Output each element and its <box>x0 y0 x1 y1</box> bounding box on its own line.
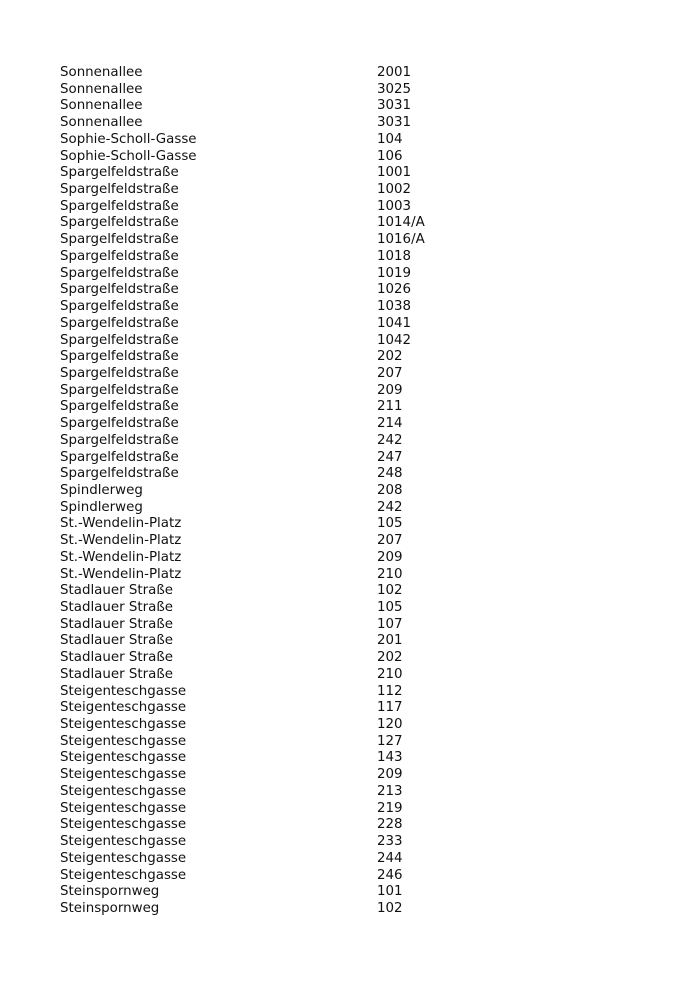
house-number: 3025 <box>377 81 412 97</box>
street-name: Steigenteschgasse <box>60 750 187 766</box>
list-item <box>60 299 560 316</box>
street-name: Stadlauer Straße <box>60 666 174 682</box>
list-item <box>60 533 560 550</box>
street-name: Steigenteschgasse <box>60 767 187 783</box>
list-item <box>60 784 560 801</box>
street-name: Spargelfeldstraße <box>60 265 179 281</box>
list-item <box>60 516 560 533</box>
house-number: 1019 <box>377 265 412 281</box>
street-name: Stadlauer Straße <box>60 650 174 666</box>
house-number: 1042 <box>377 332 412 348</box>
street-name: Steigenteschgasse <box>60 733 187 749</box>
list-item <box>60 567 560 584</box>
street-name: Stadlauer Straße <box>60 633 174 649</box>
house-number: 246 <box>377 867 403 883</box>
house-number: 228 <box>377 817 403 833</box>
street-name: Stadlauer Straße <box>60 600 174 615</box>
list-item <box>60 750 560 767</box>
street-name: Spargelfeldstraße <box>60 232 179 248</box>
street-name: Spargelfeldstraße <box>60 349 179 365</box>
house-number: 112 <box>377 683 403 699</box>
list-item <box>60 433 560 450</box>
list-item <box>60 182 560 199</box>
street-name: Steigenteschgasse <box>60 867 187 883</box>
list-item <box>60 149 560 166</box>
list-item <box>60 282 560 299</box>
list-item <box>60 450 560 467</box>
list-item <box>60 717 560 734</box>
house-number: 208 <box>377 482 403 498</box>
list-item <box>60 650 560 667</box>
house-number: 210 <box>377 666 403 682</box>
house-number: 202 <box>377 650 403 666</box>
house-number: 209 <box>377 549 403 565</box>
street-name: Spargelfeldstraße <box>60 299 179 315</box>
house-number: 202 <box>377 349 403 365</box>
list-item <box>60 600 560 617</box>
street-name: Spargelfeldstraße <box>60 365 179 381</box>
street-name: Steigenteschgasse <box>60 683 187 699</box>
house-number: 1038 <box>377 299 412 315</box>
list-item <box>60 684 560 701</box>
house-number: 211 <box>377 399 403 415</box>
house-number: 1001 <box>377 165 412 181</box>
house-number: 1002 <box>377 182 412 198</box>
house-number: 1026 <box>377 282 412 298</box>
street-name: St.-Wendelin-Platz <box>60 516 182 532</box>
list-item <box>60 399 560 416</box>
street-name: Spindlerweg <box>60 499 143 515</box>
street-name: Spargelfeldstraße <box>60 466 179 482</box>
list-item <box>60 98 560 115</box>
list-item <box>60 851 560 868</box>
list-item <box>60 901 560 918</box>
street-name: Sonnenallee <box>60 115 143 131</box>
house-number: 1014/A <box>377 215 425 231</box>
list-item <box>60 817 560 834</box>
list-item <box>60 65 560 82</box>
house-number: 233 <box>377 834 403 850</box>
street-name: Spargelfeldstraße <box>60 332 179 348</box>
list-item <box>60 500 560 517</box>
list-item <box>60 633 560 650</box>
list-item <box>60 734 560 751</box>
house-number: 209 <box>377 382 403 398</box>
house-number: 207 <box>377 533 403 549</box>
house-number: 2001 <box>377 65 412 80</box>
house-number: 214 <box>377 416 403 432</box>
street-name: Spargelfeldstraße <box>60 432 179 448</box>
list-item <box>60 82 560 99</box>
list-item <box>60 801 560 818</box>
street-name: Spargelfeldstraße <box>60 182 179 198</box>
street-name: Spargelfeldstraße <box>60 248 179 264</box>
house-number: 127 <box>377 733 403 749</box>
street-name: St.-Wendelin-Platz <box>60 566 182 582</box>
list-item <box>60 366 560 383</box>
list-item <box>60 550 560 567</box>
house-number: 107 <box>377 616 403 632</box>
house-number: 120 <box>377 717 403 733</box>
house-number: 247 <box>377 449 403 465</box>
list-item <box>60 483 560 500</box>
house-number: 248 <box>377 466 403 482</box>
house-number: 3031 <box>377 98 412 114</box>
house-number: 201 <box>377 633 403 649</box>
list-item <box>60 249 560 266</box>
house-number: 117 <box>377 700 403 716</box>
list-item <box>60 215 560 232</box>
house-number: 244 <box>377 850 403 866</box>
street-name: Steigenteschgasse <box>60 800 187 816</box>
street-name: Stadlauer Straße <box>60 616 174 632</box>
list-item <box>60 333 560 350</box>
list-item <box>60 617 560 634</box>
house-number: 3031 <box>377 115 412 131</box>
street-name: Spargelfeldstraße <box>60 449 179 465</box>
list-item <box>60 667 560 684</box>
list-item <box>60 115 560 132</box>
list-item <box>60 199 560 216</box>
house-number: 105 <box>377 600 403 615</box>
street-name: Spargelfeldstraße <box>60 165 179 181</box>
list-item <box>60 266 560 283</box>
street-name: Spargelfeldstraße <box>60 315 179 331</box>
list-item <box>60 416 560 433</box>
street-name: Steigenteschgasse <box>60 817 187 833</box>
street-name: Steigenteschgasse <box>60 700 187 716</box>
house-number: 213 <box>377 783 403 799</box>
house-number: 105 <box>377 516 403 532</box>
street-name: Spargelfeldstraße <box>60 282 179 298</box>
house-number: 102 <box>377 900 403 916</box>
house-number: 219 <box>377 800 403 816</box>
list-item <box>60 132 560 149</box>
list-item <box>60 767 560 784</box>
house-number: 209 <box>377 767 403 783</box>
street-name: Stadlauer Straße <box>60 583 174 599</box>
house-number: 242 <box>377 432 403 448</box>
street-name: Spindlerweg <box>60 482 143 498</box>
street-name: Steigenteschgasse <box>60 783 187 799</box>
house-number: 104 <box>377 131 403 147</box>
street-name: Sophie-Scholl-Gasse <box>60 148 197 164</box>
street-name: Sonnenallee <box>60 81 143 97</box>
house-number: 106 <box>377 148 403 164</box>
street-name: Steinspornweg <box>60 900 160 916</box>
list-item <box>60 583 560 600</box>
house-number: 1018 <box>377 248 412 264</box>
house-number: 143 <box>377 750 403 766</box>
street-name: Steigenteschgasse <box>60 834 187 850</box>
street-name: Spargelfeldstraße <box>60 416 179 432</box>
list-item <box>60 349 560 366</box>
street-name: St.-Wendelin-Platz <box>60 549 182 565</box>
street-name: Sonnenallee <box>60 98 143 114</box>
street-name: St.-Wendelin-Platz <box>60 533 182 549</box>
street-name: Steinspornweg <box>60 884 160 900</box>
street-name: Steigenteschgasse <box>60 717 187 733</box>
street-name: Spargelfeldstraße <box>60 215 179 231</box>
list-item <box>60 383 560 400</box>
list-item <box>60 165 560 182</box>
list-item <box>60 466 560 483</box>
house-number: 1016/A <box>377 232 425 248</box>
street-name: Sophie-Scholl-Gasse <box>60 131 197 147</box>
address-list <box>60 65 560 918</box>
street-name: Sonnenallee <box>60 65 143 80</box>
street-name: Steigenteschgasse <box>60 850 187 866</box>
list-item <box>60 868 560 885</box>
list-item <box>60 316 560 333</box>
list-item <box>60 884 560 901</box>
street-name: Spargelfeldstraße <box>60 399 179 415</box>
list-item <box>60 700 560 717</box>
house-number: 1041 <box>377 315 412 331</box>
street-name: Spargelfeldstraße <box>60 198 179 214</box>
house-number: 102 <box>377 583 403 599</box>
house-number: 242 <box>377 499 403 515</box>
list-item <box>60 232 560 249</box>
house-number: 101 <box>377 884 403 900</box>
list-item <box>60 834 560 851</box>
house-number: 210 <box>377 566 403 582</box>
house-number: 1003 <box>377 198 412 214</box>
house-number: 207 <box>377 365 403 381</box>
street-name: Spargelfeldstraße <box>60 382 179 398</box>
